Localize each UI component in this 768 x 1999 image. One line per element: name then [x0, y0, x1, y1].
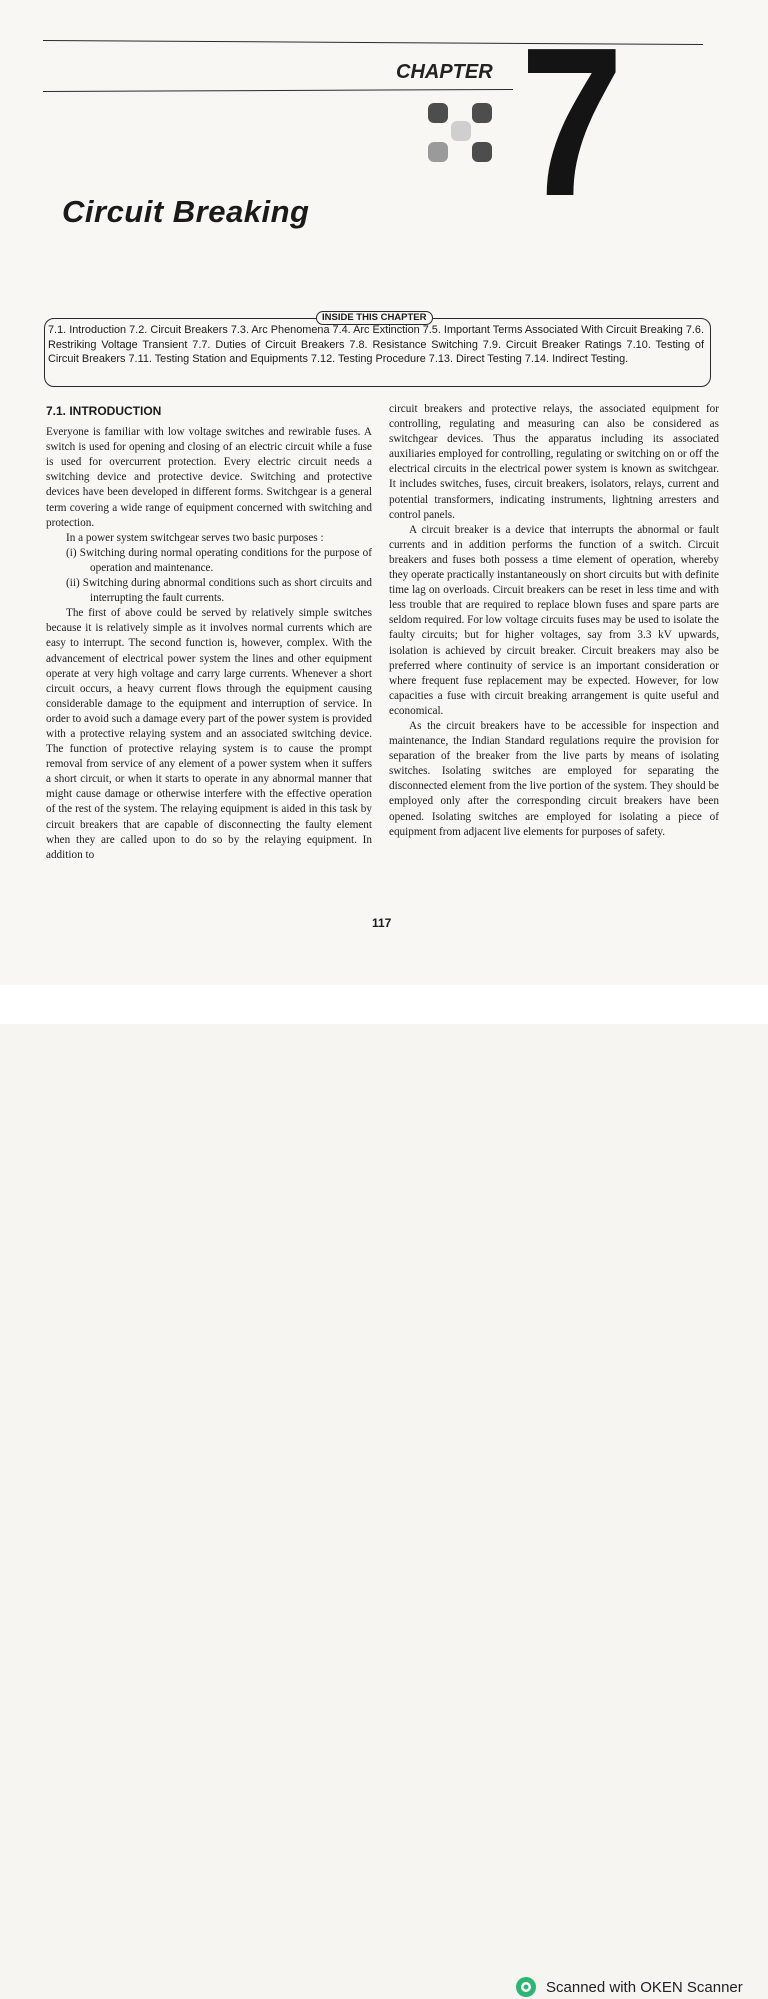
paragraph: A circuit breaker is a device that interrupts the abnormal or fault currents and in addition performs the function of a switch. Circuit breakers and fuses both possess a time element of operation, whereby they operate practically instantaneously on short circuits but with definite time lag on overloads. Circuit breakers can be reset in less time and with less trouble that are required to replace blown fuses and spare parts are seldom required. For low voltage circuits fuses may be used to isolate the faulty circuits; but for higher voltages, say from 3.3 kV upwards, isolation is achieved by circuit breaker. Circuit breakers may also be preferred where continuity of service is an important consideration or where frequent fuse replacement may be expected. However, for low capacities a fuse with circuit breaking arrangement is quite useful and economical. [389, 523, 719, 717]
right-column [389, 402, 719, 840]
dot-icon [472, 103, 492, 123]
chapter-title: Circuit Breaking [62, 194, 310, 229]
chapter-label: CHAPTER [396, 61, 493, 83]
inside-chapter-label: INSIDE THIS CHAPTER [316, 311, 433, 325]
book-page [0, 0, 768, 985]
list-item: (i) Switching during normal operating conditions for the purpose of operation and maintenance. [66, 546, 372, 574]
paragraph: The first of above could be served by relatively simple switches because it is relatively simple as it involves normal currents which are easy to interrupt. The second function is, however, complex. With the advancement of electrical power system the lines and other equipment operate at very high voltage and carry large currents. Whenever a short circuit occurs, a heavy current flows through the equipment causing considerable damage to the equipment and interruption of service. In order to avoid such a damage every part of the power system is provided with a protective relaying system and an associated switching device. The function of protective relaying system is to cause the prompt removal from service of any element of a power system when it suffers a short circuit, or when it starts to operate in any abnormal manner that might cause damage or otherwise interfere with the effective operation of the rest of the system. The relaying equipment is aided in this task by circuit breakers that are capable of disconnecting the faulty element when they are called upon to do so by the relaying equipment. In addition to [46, 607, 372, 861]
scanner-watermark [514, 1975, 743, 1999]
page-number: 117 [372, 916, 392, 930]
dot-icon [428, 103, 448, 123]
section-heading: 7.1. INTRODUCTION [46, 404, 162, 418]
dot-icon [472, 142, 492, 162]
oken-scanner-logo-icon [514, 1975, 538, 1999]
paragraph: circuit breakers and protective relays, the associated equipment for controlling, regulating and measuring can also be considered as switchgear devices. Thus the apparatus including its associated auxiliaries employed for controlling, regulating or switching on or off the electrical circuits in the electrical power system is known as switchgear. It includes switches, fuses, circuit breakers, isolators, relays, current and potential transformers, indicating instruments, lightning arresters and control panels. [389, 403, 719, 521]
chapter-number: 7 [520, 3, 624, 240]
scanner-text: Scanned with OKEN Scanner [546, 1978, 743, 1996]
scanner-footer [0, 985, 768, 1996]
dot-icon [428, 142, 448, 162]
paragraph: As the circuit breakers have to be accessible for inspection and maintenance, the Indian Standard regulations require the provision for separation of the breaker from the live parts by means of isolating switches. Isolating switches are employed for separating the disconnected element from the live portion of the system. They should be employed only after the corresponding circuit breakers have been opened. Isolating switches are employed for isolating a piece of equipment from adjacent live elements for purposes of safety. [389, 719, 719, 838]
list-item: (ii) Switching during abnormal conditions such as short circuits and interrupting the fault currents. [66, 577, 372, 605]
header-rule-bottom [43, 89, 513, 92]
decorative-dots-icon [428, 103, 498, 165]
paragraph: In a power system switchgear serves two basic purposes : [66, 531, 324, 544]
dot-icon [451, 121, 471, 141]
paragraph: Everyone is familiar with low voltage switches and rewirable fuses. A switch is used for opening and closing of an electric circuit while a fuse is used for overcurrent protection. Every electric circuit needs a switching device and protective device. Switching and protective devices have been developed in different forms. Switchgear is a general term covering a wide range of equipment concerned with switching and protection. [46, 426, 372, 529]
left-column [46, 402, 372, 863]
inside-chapter-contents: 7.1. Introduction 7.2. Circuit Breakers 7.3. Arc Phenomena 7.4. Arc Extinction 7.5. Important Terms Associated With Circuit Breaking 7.6. Restriking Voltage Transient 7.7. Duties of Circuit Breakers 7.8. Resistance Switching 7.9. Circuit Breaker Ratings 7.10. Testing of Circuit Breakers 7.11. Testing Station and Equipments 7.12. Testing Procedure 7.13. Direct Testing 7.14. Indirect Testing. [48, 324, 704, 366]
